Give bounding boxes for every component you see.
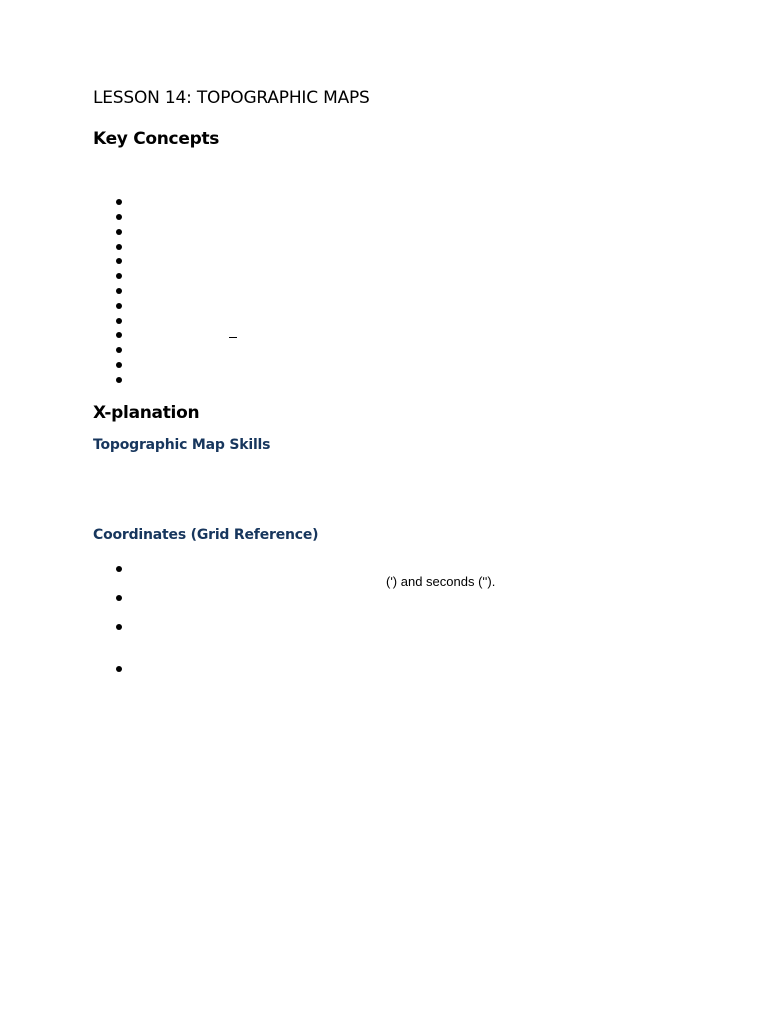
list-bullet	[116, 595, 122, 601]
key-concepts-heading: Key Concepts	[93, 129, 220, 149]
list-bullet	[116, 303, 122, 309]
list-bullet	[116, 347, 122, 353]
list-bullet	[116, 244, 122, 250]
list-bullet	[116, 258, 122, 264]
lesson-title: LESSON 14: TOPOGRAPHIC MAPS	[93, 88, 370, 108]
list-bullet	[116, 318, 122, 324]
list-bullet	[116, 332, 122, 338]
coordinates-heading: Coordinates (Grid Reference)	[93, 527, 319, 543]
list-bullet	[116, 199, 122, 205]
list-bullet	[116, 229, 122, 235]
list-bullet	[116, 214, 122, 220]
list-bullet	[116, 362, 122, 368]
list-bullet	[116, 288, 122, 294]
topographic-skills-heading: Topographic Map Skills	[93, 437, 271, 453]
list-bullet	[116, 377, 122, 383]
list-bullet	[116, 273, 122, 279]
dash-mark	[229, 337, 237, 338]
xplanation-heading: X-planation	[93, 403, 200, 423]
list-bullet	[116, 624, 122, 630]
list-bullet	[116, 666, 122, 672]
coordinates-text-fragment: (ʹ) and seconds (ʹʹ).	[386, 574, 496, 589]
list-bullet	[116, 566, 122, 572]
